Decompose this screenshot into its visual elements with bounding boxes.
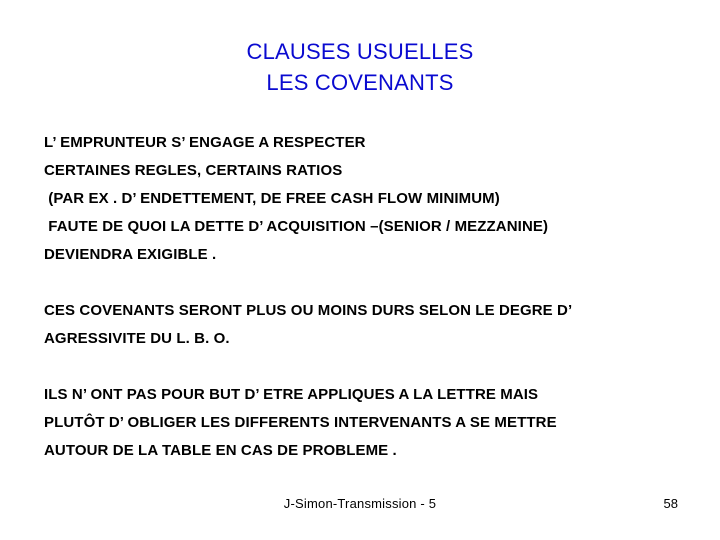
- paragraph-purpose: [44, 381, 704, 465]
- paragraph-line: L’ EMPRUNTEUR S’ ENGAGE A RESPECTER: [44, 134, 366, 151]
- page-number: 58: [663, 496, 678, 511]
- slide-title-line-2: LES COVENANTS: [266, 70, 454, 95]
- paragraph-severity: [44, 297, 704, 353]
- paragraph-line: AUTOUR DE LA TABLE EN CAS DE PROBLEME .: [44, 442, 397, 459]
- paragraph-line: DEVIENDRA EXIGIBLE .: [44, 246, 217, 263]
- paragraph-line: (PAR EX . D’ ENDETTEMENT, DE FREE CASH FLOW MINIMUM): [44, 190, 500, 207]
- paragraph-engagement: [44, 129, 704, 269]
- footer-text: J-Simon-Transmission - 5: [283, 496, 437, 511]
- paragraph-line: AGRESSIVITE DU L. B. O.: [44, 330, 230, 347]
- paragraph-line: PLUTÔT D’ OBLIGER LES DIFFERENTS INTERVENANTS A SE METTRE: [44, 414, 557, 431]
- slide-title-line-1: CLAUSES USUELLES: [246, 39, 474, 64]
- slide-title: [0, 36, 720, 98]
- paragraph-line: CERTAINES REGLES, CERTAINS RATIOS: [44, 162, 343, 179]
- slide-body: [44, 129, 704, 465]
- paragraph-line: ILS N’ ONT PAS POUR BUT D’ ETRE APPLIQUES A LA LETTRE MAIS: [44, 386, 539, 403]
- paragraph-line: FAUTE DE QUOI LA DETTE D’ ACQUISITION –(SENIOR / MEZZANINE): [44, 218, 549, 235]
- paragraph-line: CES COVENANTS SERONT PLUS OU MOINS DURS SELON LE DEGRE D’: [44, 302, 573, 319]
